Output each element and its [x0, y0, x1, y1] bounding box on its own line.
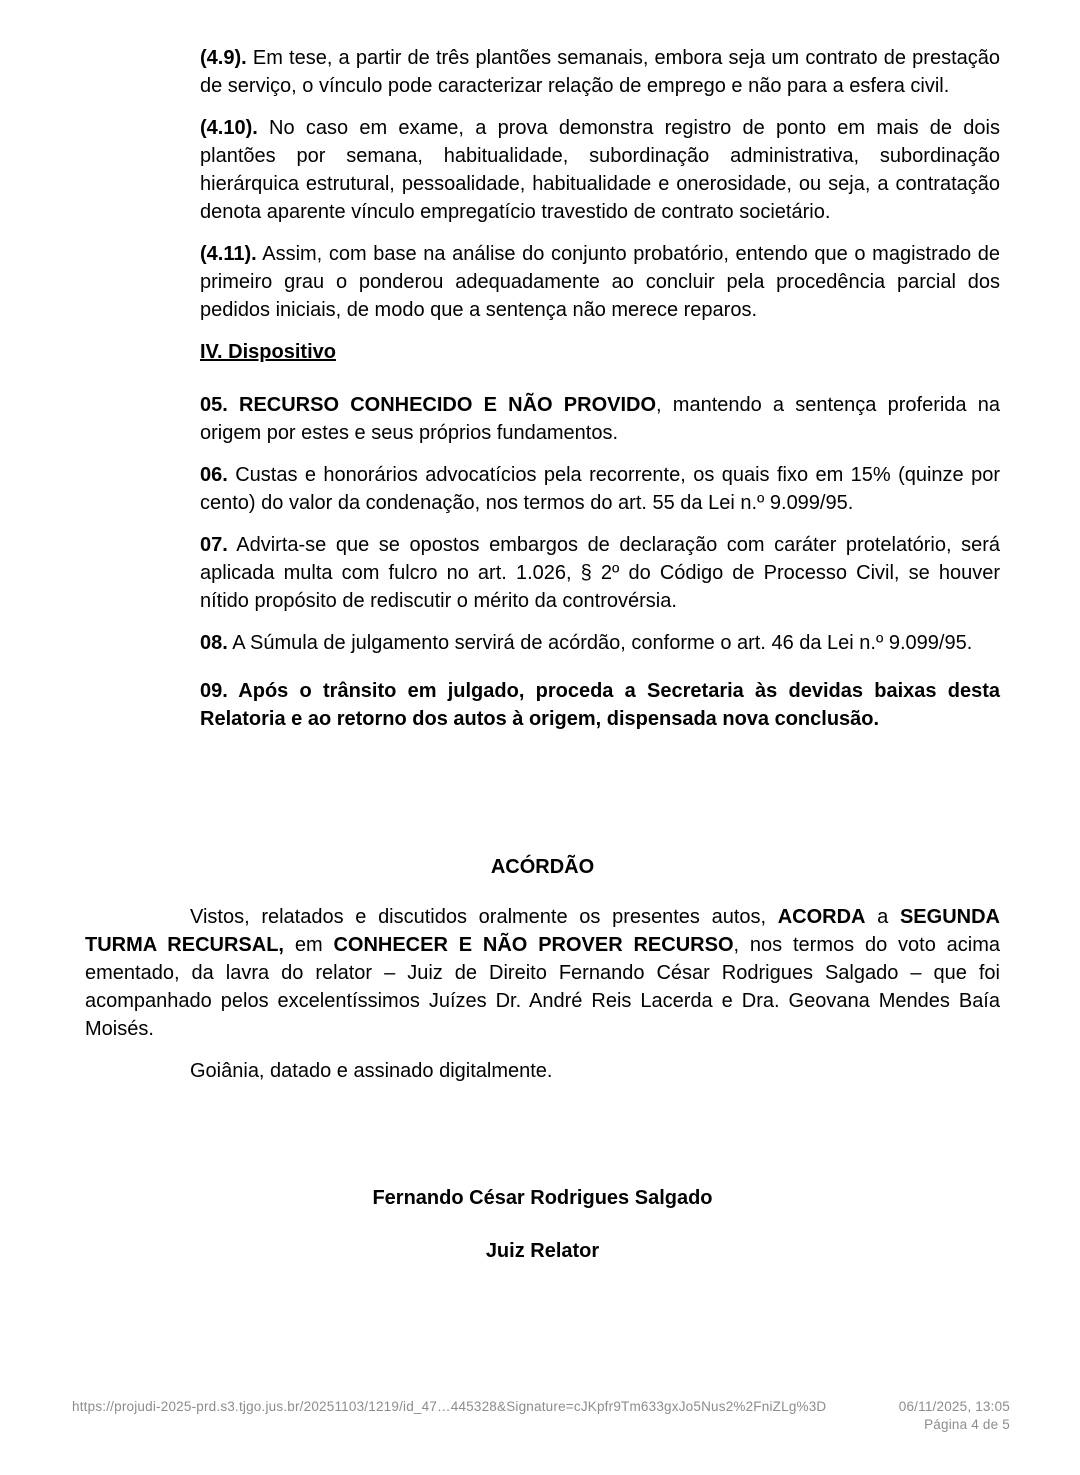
vistos-paragraph [85, 903, 1000, 1043]
section-heading-dispositivo: IV. Dispositivo [200, 341, 336, 363]
acordao-heading: ACÓRDÃO [490, 856, 595, 878]
paragraph-08-text: A Súmula de julgamento servirá de acórdão, conforme o art. 46 da Lei n.º 9.099/95. [227, 632, 973, 654]
paragraph-08 [200, 629, 1000, 657]
paragraph-06-number: 06. [200, 464, 228, 486]
vistos-run-final: , nos termos do voto acima ementado, da lavra do relator – Juiz de Direito Fernando César Rodrigues Salgado – que foi acompanhado pelos excelentíssimos Juízes Dr. André Reis Lacerda e Dra. Geovana Mendes Baía Moisés. [85, 934, 1001, 1040]
paragraph-09: 09. Após o trânsito em julgado, proceda a Secretaria às devidas baixas desta Relatoria e ao retorno dos autos à origem, dispensada nova conclusão. [200, 680, 1000, 730]
footer-datetime: 06/11/2025, 13:05 [898, 1399, 1010, 1414]
paragraph-06-text: Custas e honorários advocatícios pela recorrente, os quais fixo em 15% (quinze por cento) do valor da condenação, nos termos do art. 55 da Lei n.º 9.099/95. [200, 464, 1000, 514]
paragraph-06 [200, 461, 1000, 517]
paragraph-4-9-number: (4.9). [200, 47, 247, 69]
paragraph-4-9 [200, 44, 1000, 100]
vistos-run-conn2: em [283, 934, 334, 956]
footer-page-indicator: Página 4 de 5 [924, 1417, 1010, 1432]
vistos-run-intro: Vistos, relatados e discutidos oralmente os presentes autos, [190, 906, 778, 928]
vistos-run-decisao: CONHECER E NÃO PROVER RECURSO [333, 934, 734, 956]
paragraph-05 [200, 391, 1000, 447]
paragraph-4-11-text: Assim, com base na análise do conjunto probatório, entendo que o magistrado de primeiro grau o ponderou adequadamente ao concluir pela procedência parcial dos pedidos iniciais, de modo que a sentença não merece reparos. [200, 243, 1000, 321]
signature-name: Fernando César Rodrigues Salgado [372, 1187, 713, 1209]
paragraph-4-10-number: (4.10). [200, 117, 258, 139]
paragraph-07 [200, 531, 1000, 615]
vistos-run-conn1: a [865, 906, 900, 928]
goiania-line: Goiânia, datado e assinado digitalmente. [190, 1060, 553, 1082]
paragraph-4-11-number: (4.11). [200, 243, 257, 265]
paragraph-07-number: 07. [200, 534, 228, 556]
vistos-run-acorda: ACORDA [777, 906, 866, 928]
paragraph-4-11 [200, 240, 1000, 324]
paragraph-07-text: Advirta-se que se opostos embargos de declaração com caráter protelatório, será aplicada multa com fulcro no art. 1.026, § 2º do Código de Processo Civil, se houver nítido propósito de rediscutir o mérito da controvérsia. [200, 534, 1000, 612]
paragraph-05-lead: 05. RECURSO CONHECIDO E NÃO PROVIDO [200, 394, 657, 416]
signature-role: Juiz Relator [485, 1240, 600, 1262]
paragraph-05-text: , mantendo a sentença proferida na origem por estes e seus próprios fundamentos. [200, 394, 1000, 444]
vistos-run-turma: SEGUNDA TURMA RECURSAL, [85, 906, 1000, 956]
paragraph-4-10 [200, 114, 1000, 226]
paragraph-4-9-text: Em tese, a partir de três plantões semanais, embora seja um contrato de prestação de serviço, o vínculo pode caracterizar relação de emprego e não para a esfera civil. [200, 47, 1000, 97]
paragraph-4-10-text: No caso em exame, a prova demonstra registro de ponto em mais de dois plantões por semana, habitualidade, subordinação administrativa, subordinação hierárquica estrutural, pessoalidade, habitualidade e onerosidade, ou seja, a contratação denota aparente vínculo empregatício travestido de contrato societário. [200, 117, 1000, 223]
footer [72, 1398, 1010, 1434]
paragraph-08-number: 08. [200, 632, 228, 654]
footer-meta [899, 1398, 1010, 1434]
footer-document-url: https://projudi-2025-prd.s3.tjgo.jus.br/20251103/1219/id_47…445328&Signature=cJKpfr9Tm633gxJo5Nus2%2FniZLg%3D [72, 1399, 827, 1414]
